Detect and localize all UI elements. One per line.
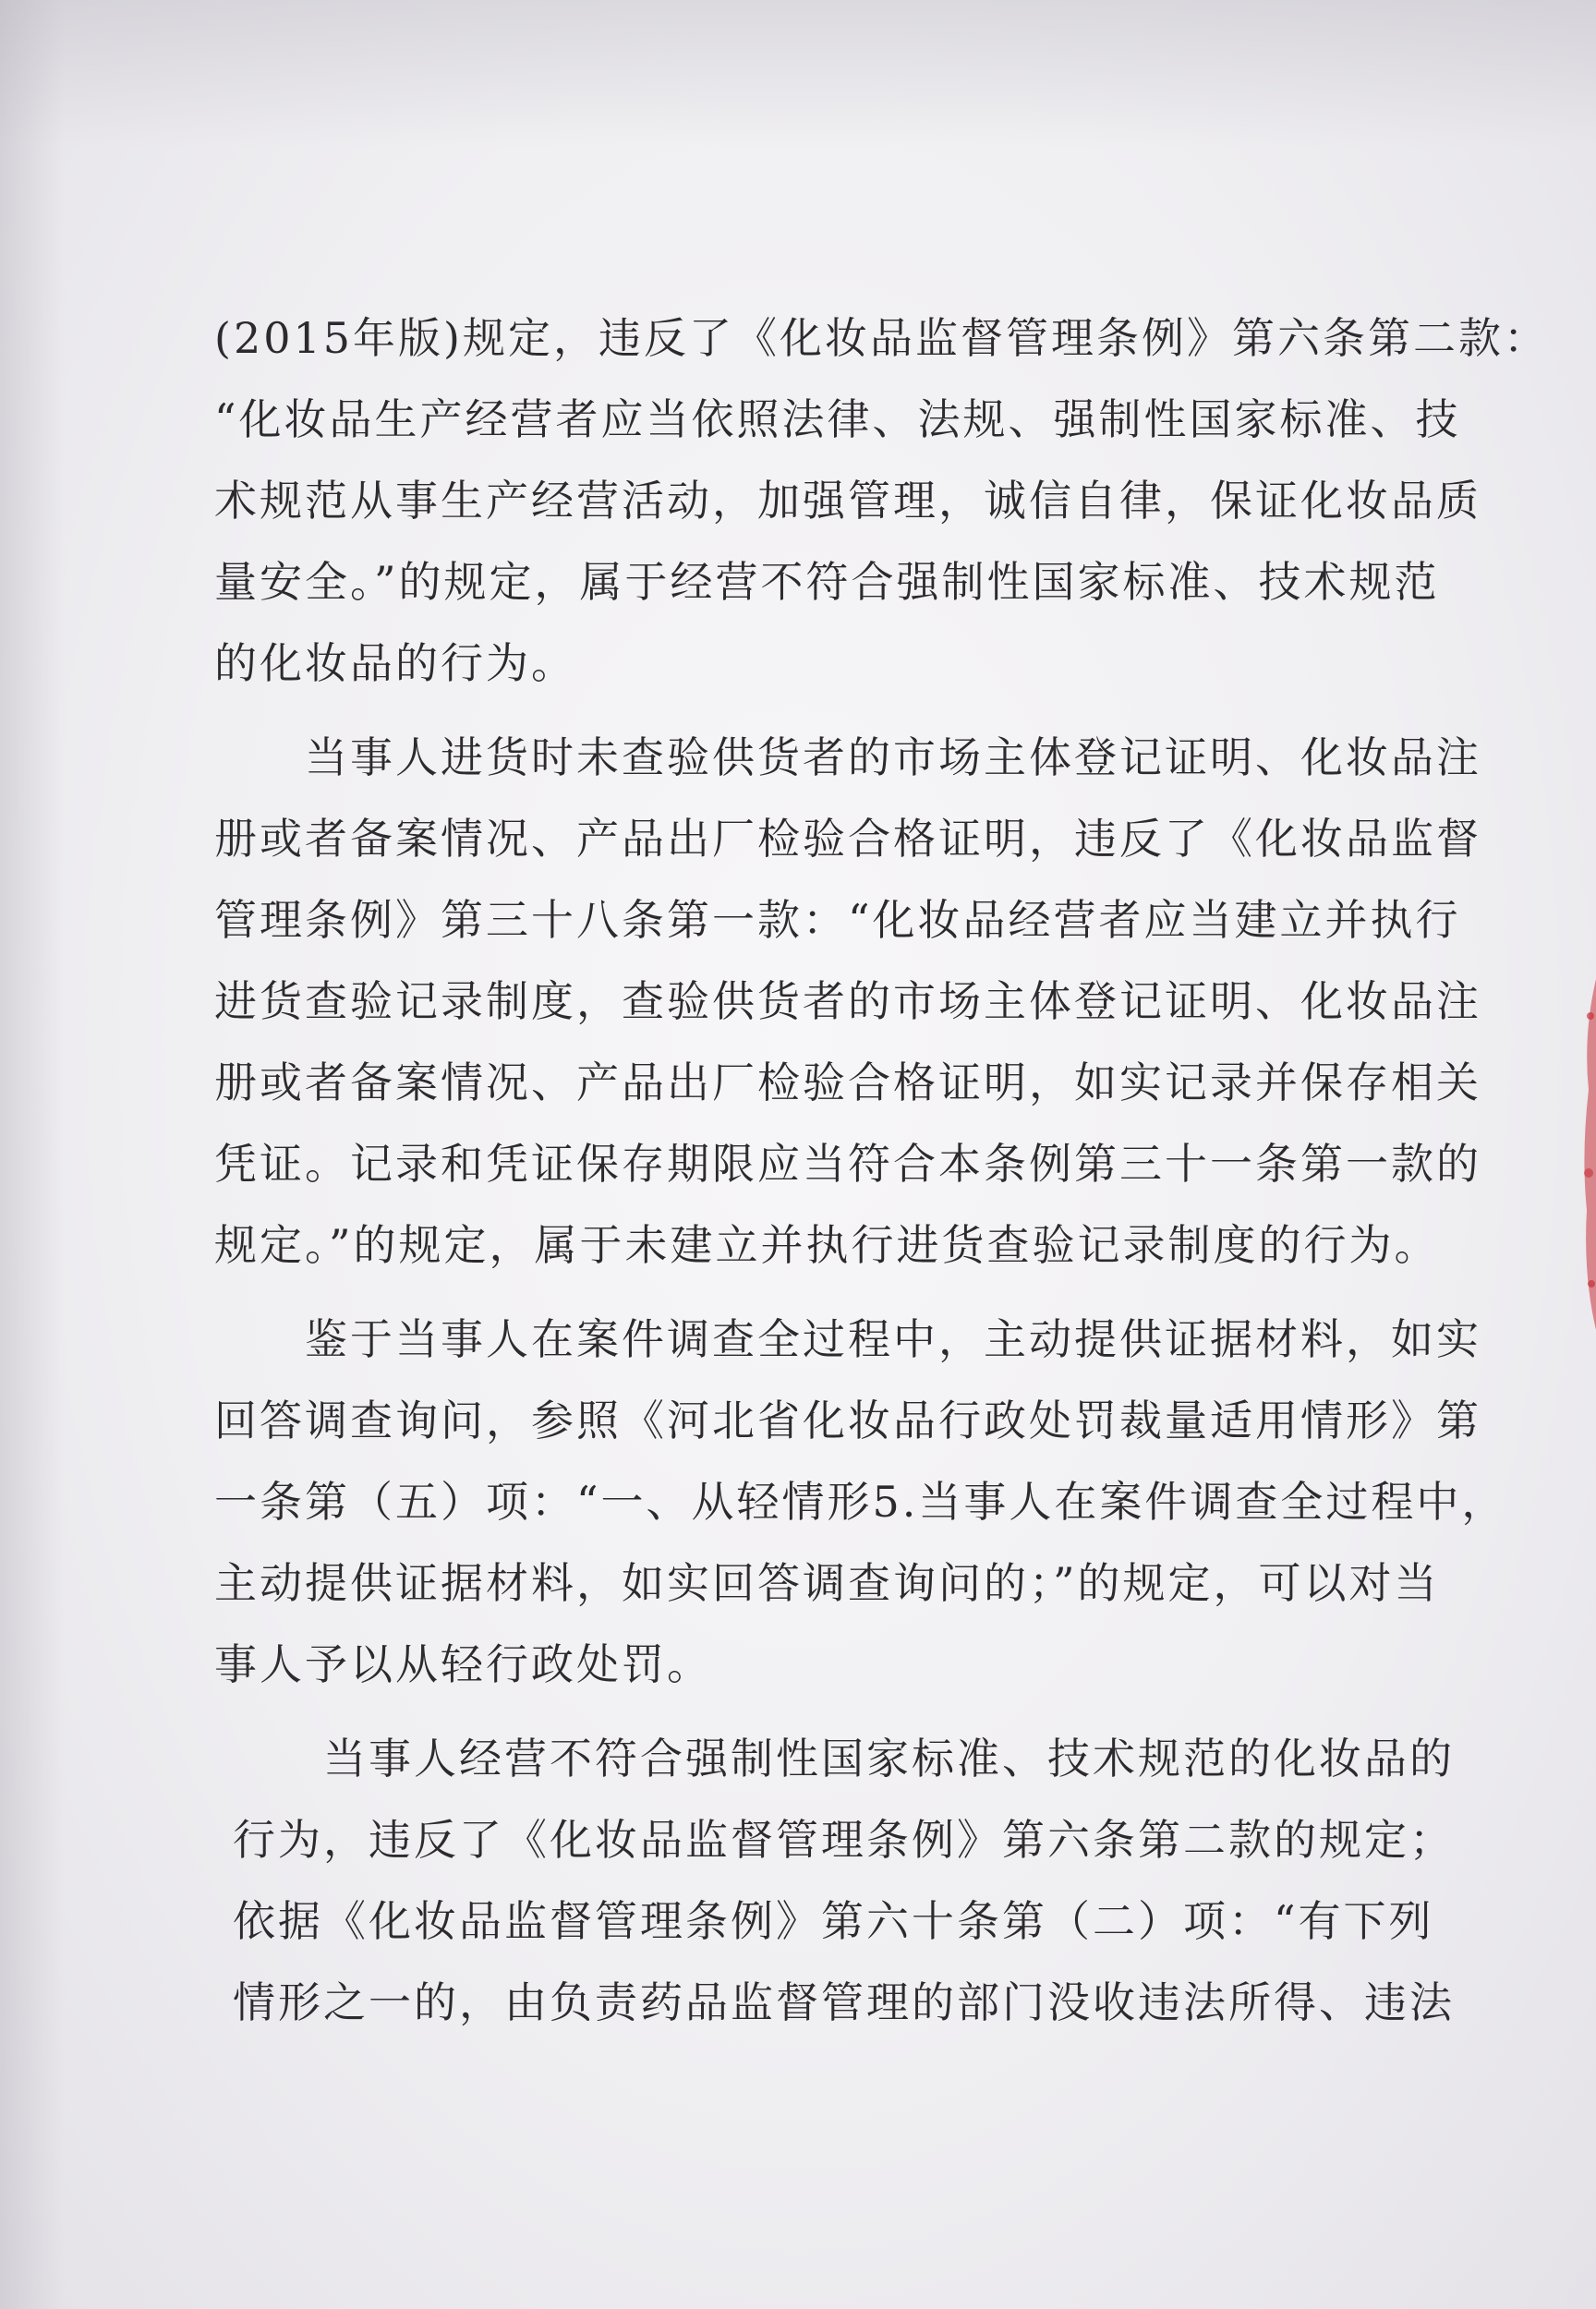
paragraph-1 [214,297,1549,704]
text-line: 依据《化妆品监督管理条例》第六十条第（二）项：“有下列 [233,1896,1434,1946]
text-line: 回答调查询问，参照《河北省化妆品行政处罚裁量适用情形》第 [214,1396,1481,1445]
text-line: 凭证。记录和凭证保存期限应当符合本条例第三十一条第一款的 [214,1139,1481,1189]
paragraph-3 [214,1299,1507,1705]
text-line: 规定。”的规定，属于未建立并执行进货查验记录制度的行为。 [214,1220,1440,1270]
paragraph-2 [214,717,1481,1286]
text-line: 情形之一的，由负责药品监督管理的部门没收违法所得、违法 [233,1977,1455,2027]
paragraph-4 [214,1718,1455,2043]
text-line: 鉴于当事人在案件调查全过程中，主动提供证据材料，如实 [214,1314,1481,1364]
text-line: 主动提供证据材料，如实回答调查询问的；”的规定，可以对当 [214,1558,1440,1608]
text-line: 当事人进货时未查验供货者的市场主体登记证明、化妆品注 [214,732,1481,782]
text-line: 行为，违反了《化妆品监督管理条例》第六条第二款的规定； [233,1815,1455,1865]
text-line: 当事人经营不符合强制性国家标准、技术规范的化妆品的 [233,1734,1455,1783]
text-line: 一条第（五）项：“一、从轻情形5.当事人在案件调查全过程中， [214,1477,1507,1527]
text-line: 术规范从事生产经营活动，加强管理，诚信自律，保证化妆品质 [214,476,1481,526]
text-line: “化妆品生产经营者应当依照法律、法规、强制性国家标准、技 [214,394,1461,444]
text-line: (2015年版)规定，违反了《化妆品监督管理条例》第六条第二款： [214,313,1549,363]
text-line: 量安全。”的规定，属于经营不符合强制性国家标准、技术规范 [214,557,1440,607]
document-body [214,297,1549,2043]
page-shadow-top [0,0,1596,148]
text-line: 事人予以从轻行政处罚。 [214,1639,712,1689]
text-line: 册或者备案情况、产品出厂检验合格证明，如实记录并保存相关 [214,1058,1481,1107]
text-line: 册或者备案情况、产品出厂检验合格证明，违反了《化妆品监督 [214,814,1481,864]
page-shadow-left [0,0,65,2309]
red-seal-edge [1578,979,1596,1330]
text-line: 的化妆品的行为。 [214,638,576,688]
text-line: 进货查验记录制度，查验供货者的市场主体登记证明、化妆品注 [214,976,1481,1026]
text-line: 管理条例》第三十八条第一款：“化妆品经营者应当建立并执行 [214,895,1461,945]
